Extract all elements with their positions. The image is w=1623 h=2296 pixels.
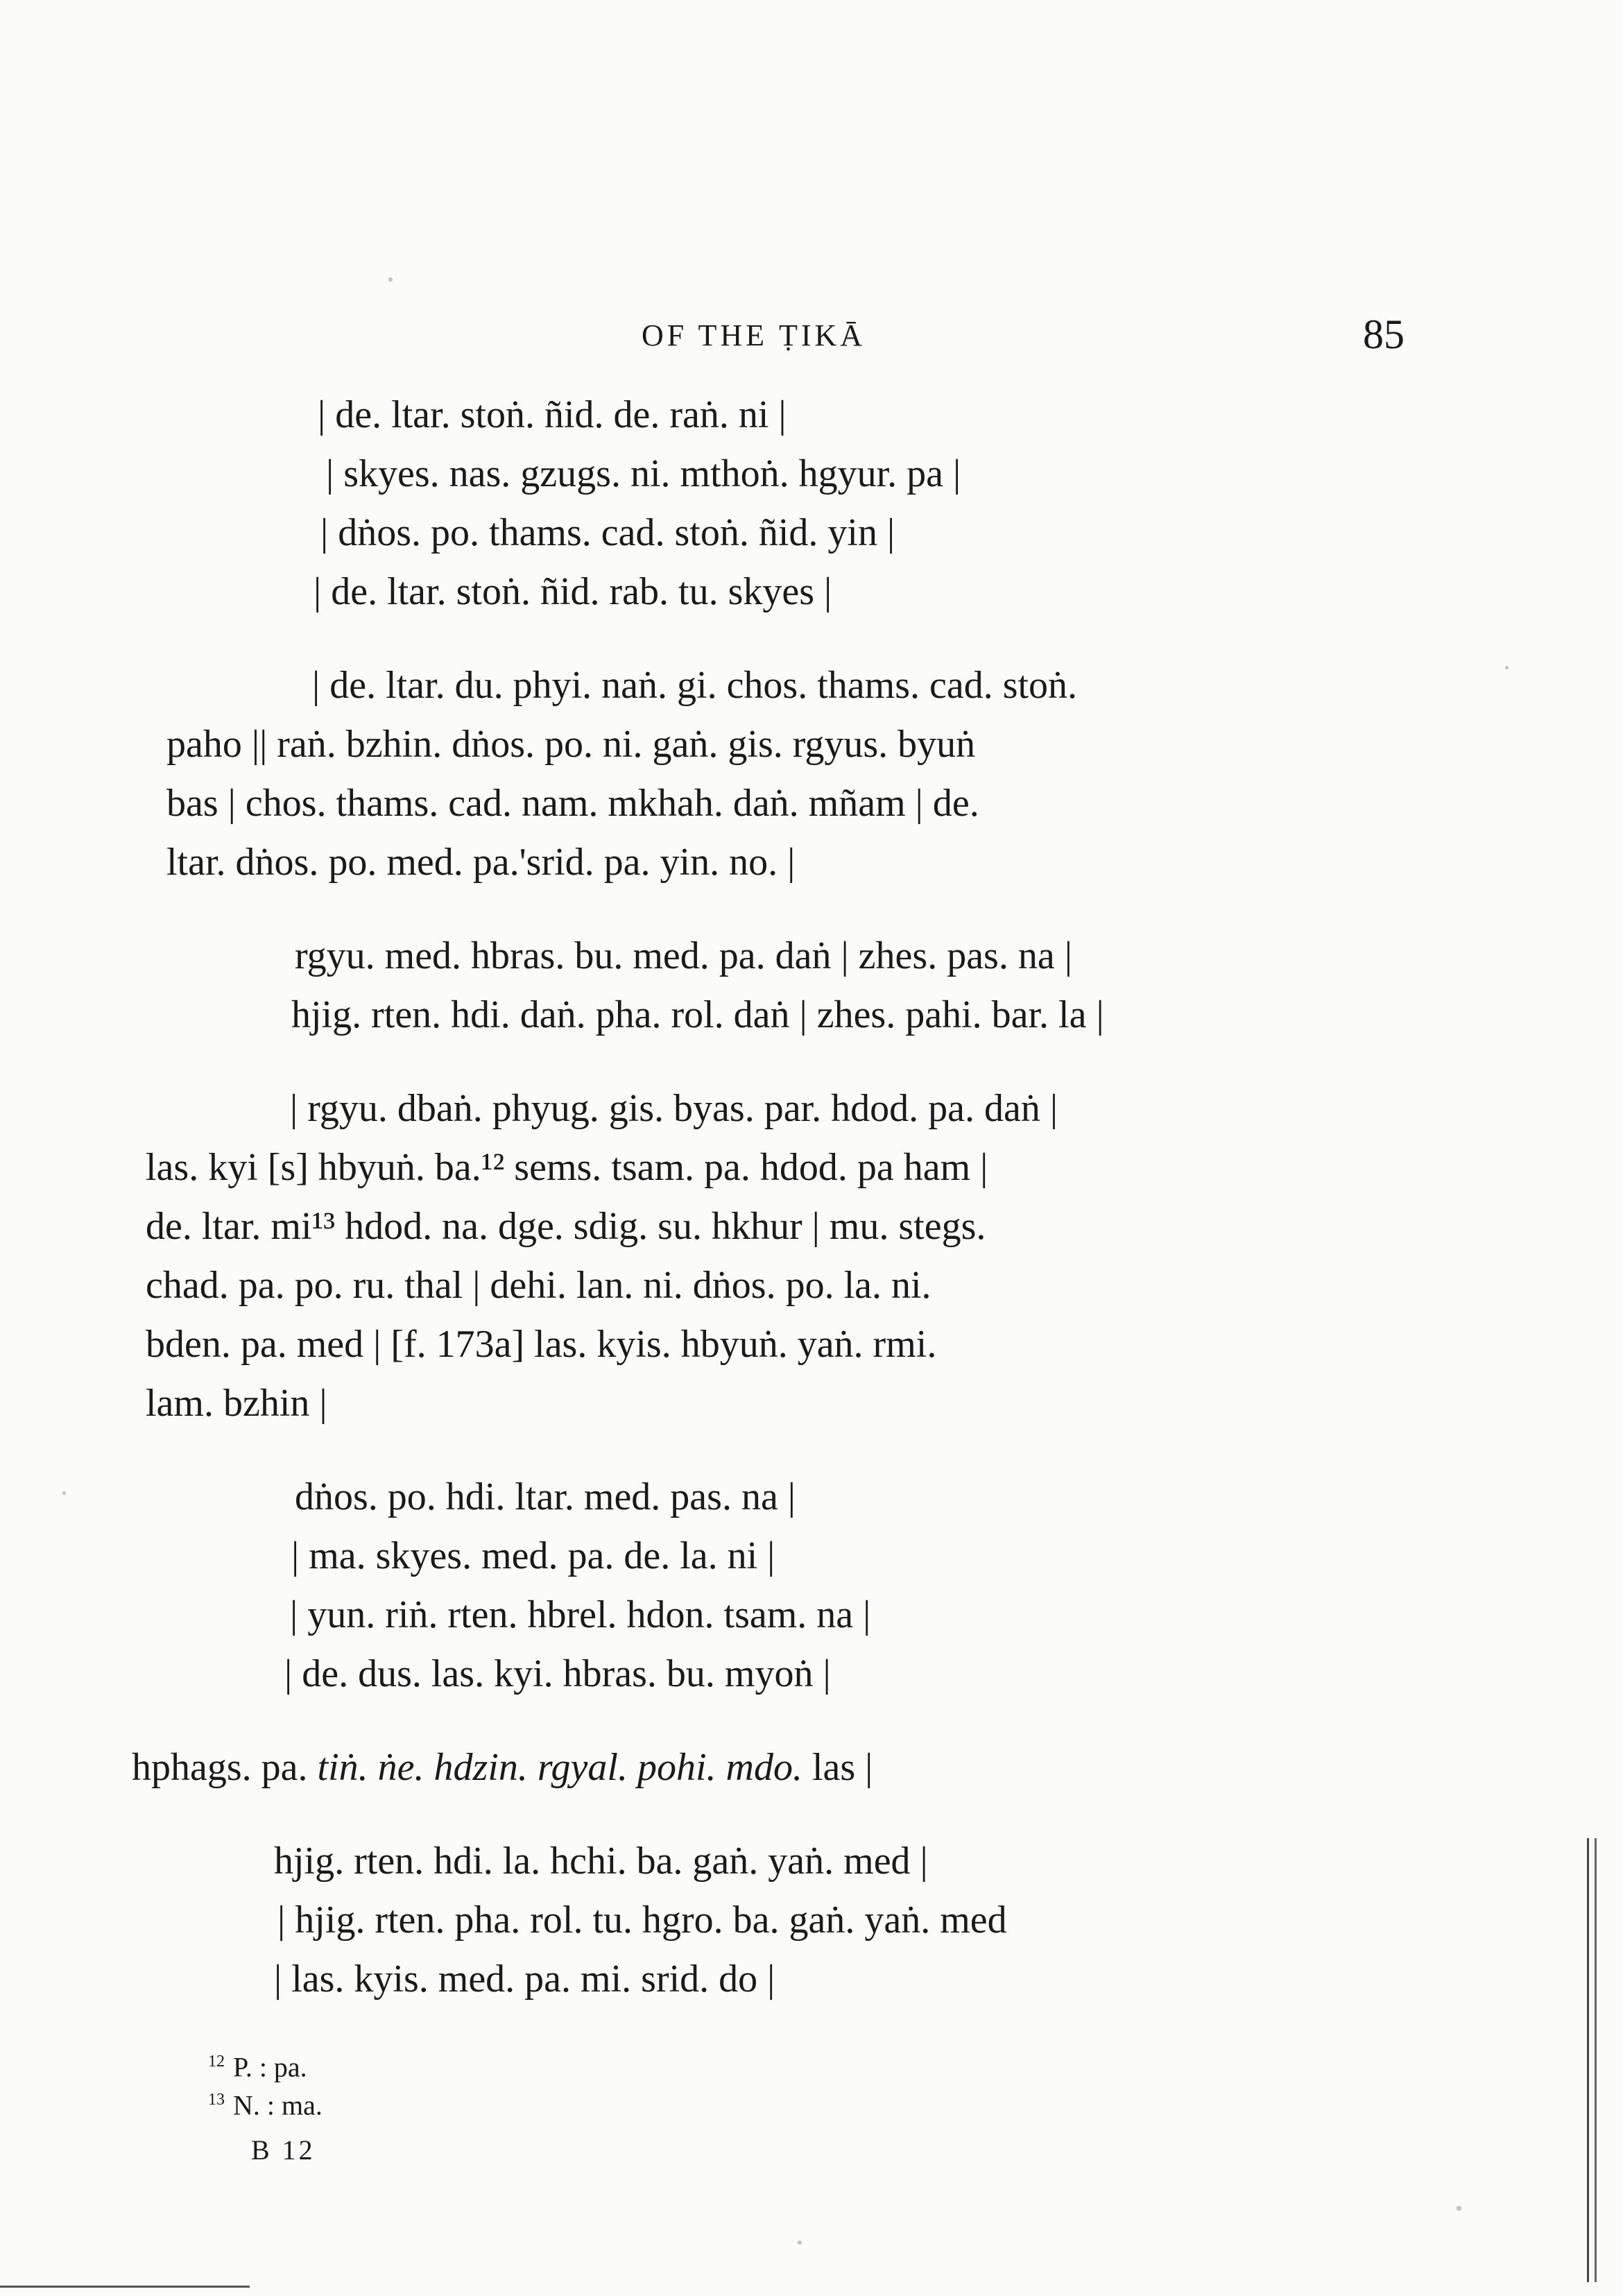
text-line: | de. ltar. du. phyi. naṅ. gi. chos. thams. cad. stoṅ. (312, 664, 1078, 707)
text-line: las. kyi [s] hbyuṅ. ba.¹² sems. tsam. pa. hdod. pa ham | (146, 1146, 988, 1189)
text-line: de. ltar. mi¹³ hdod. na. dge. sdig. su. hkhur | mu. stegs. (146, 1205, 986, 1248)
text-line: hjig. rten. hdi. la. hchi. ba. gaṅ. yaṅ. med | (274, 1840, 928, 1883)
text-line: | ma. skyes. med. pa. de. la. ni | (291, 1534, 775, 1577)
footnote-mark: 13 (208, 2091, 225, 2109)
text-line: | de. ltar. stoṅ. ñid. de. raṅ. ni | (318, 393, 787, 436)
text-line: | rgyu. dbaṅ. phyug. gis. byas. par. hdod. pa. daṅ | (290, 1087, 1058, 1130)
text-line: rgyu. med. hbras. bu. med. pa. daṅ | zhes. pas. na | (295, 934, 1072, 977)
text-line: paho || raṅ. bzhin. dṅos. po. ni. gaṅ. gis. rgyus. byuṅ (166, 723, 976, 766)
page-number: 85 (1363, 311, 1405, 357)
text-line: hjig. rten. hdi. daṅ. pha. rol. daṅ | zhes. pahi. bar. la | (291, 993, 1104, 1036)
footnote-text: P. : pa. (233, 2051, 307, 2083)
page-header (0, 305, 1623, 357)
text-line: dṅos. po. hdi. ltar. med. pas. na | (295, 1475, 796, 1518)
sutra-title: tiṅ. ṅe. hdzin. rgyal. pohi. mdo. (317, 1746, 802, 1789)
footnote (208, 2091, 323, 2119)
page-edge (1587, 1838, 1597, 2282)
scan-speck (1505, 666, 1509, 669)
scan-edge-line (0, 2286, 250, 2288)
scan-speck (388, 277, 393, 282)
scan-speck (62, 1491, 66, 1495)
text-line: | dṅos. po. thams. cad. stoṅ. ñid. yin | (320, 511, 895, 554)
text-line: | de. ltar. stoṅ. ñid. rab. tu. skyes | (314, 570, 832, 613)
text-line: | skyes. nas. gzugs. ni. mthoṅ. hgyur. pa | (326, 452, 961, 495)
text-line: chad. pa. po. ru. thal | dehi. lan. ni. dṅos. po. la. ni. (146, 1264, 931, 1307)
footnote-mark: 12 (208, 2053, 225, 2071)
text-line: | yun. riṅ. rten. hbrel. hdon. tsam. na | (290, 1593, 871, 1636)
text-line: | hjig. rten. pha. rol. tu. hgro. ba. gaṅ. yaṅ. med (277, 1899, 1007, 1942)
source-citation (132, 1748, 873, 1787)
footnote (208, 2053, 307, 2081)
text-line: | de. dus. las. kyi. hbras. bu. myoṅ | (284, 1652, 831, 1695)
citation-prefix: hphags. pa. (132, 1746, 318, 1789)
footnote-text: N. : ma. (233, 2089, 323, 2121)
text-line: ltar. dṅos. po. med. pa.'srid. pa. yin. no. | (166, 841, 796, 884)
citation-suffix: las | (802, 1746, 873, 1789)
text-line: | las. kyis. med. pa. mi. srid. do | (274, 1957, 775, 2001)
text-line: bas | chos. thams. cad. nam. mkhah. daṅ. mñam | de. (166, 782, 979, 825)
running-title: OF THE ṬIKĀ (642, 318, 866, 352)
printer-signature: B 12 (251, 2134, 316, 2166)
text-line: bden. pa. med | [f. 173a] las. kyis. hbyuṅ. yaṅ. rmi. (146, 1323, 937, 1366)
text-line: lam. bzhin | (146, 1382, 327, 1425)
scan-speck (798, 2241, 802, 2245)
scan-speck (1457, 2206, 1461, 2211)
